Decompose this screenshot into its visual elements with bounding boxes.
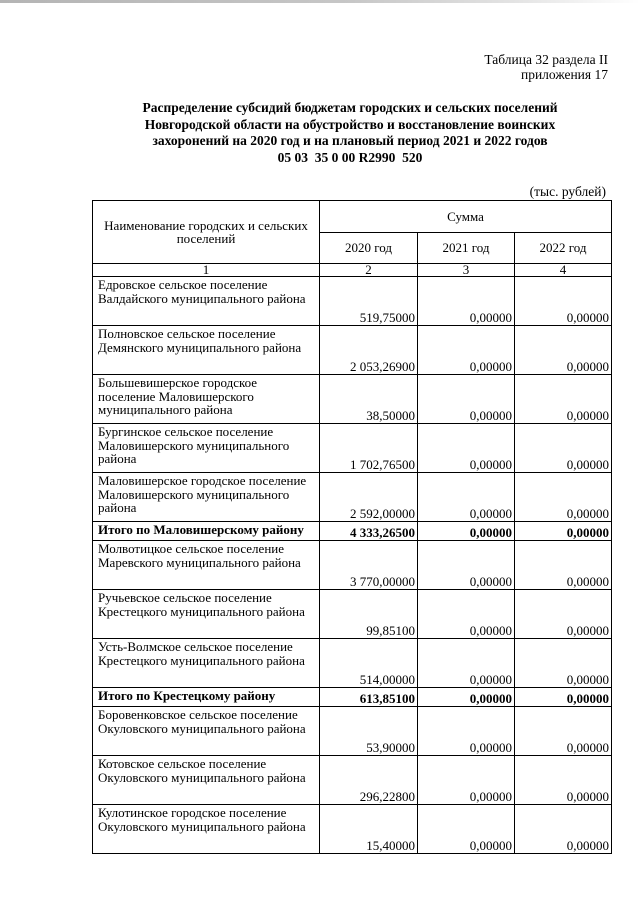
subsidy-table	[92, 200, 612, 854]
settlement-name-cell: Бургинское сельское поселение Маловишерского муниципального района	[93, 424, 320, 473]
amount-2022-cell: 0,00000	[515, 424, 612, 473]
table-row	[93, 277, 612, 326]
table-row	[93, 639, 612, 688]
amount-2021-cell: 0,00000	[418, 541, 515, 590]
column-number-4: 4	[515, 264, 612, 277]
amount-2020-cell: 2 592,00000	[320, 473, 418, 522]
amount-2022-cell: 0,00000	[515, 688, 612, 707]
settlement-name-cell: Усть-Волмское сельское поселение Крестецкого муниципального района	[93, 639, 320, 688]
column-header-2020: 2020 год	[320, 232, 418, 264]
table-row	[93, 756, 612, 805]
amount-2020-cell: 53,90000	[320, 707, 418, 756]
amount-2020-cell: 519,75000	[320, 277, 418, 326]
column-number-3: 3	[418, 264, 515, 277]
amount-2020-cell: 613,85100	[320, 688, 418, 707]
column-header-sum: Сумма	[320, 201, 612, 233]
amount-2021-cell: 0,00000	[418, 375, 515, 424]
table-row	[93, 424, 612, 473]
table-total-row	[93, 522, 612, 541]
table-header	[93, 201, 612, 277]
title-line-2: Новгородской области на обустройство и восстановление воинских	[144, 116, 556, 132]
table-row	[93, 326, 612, 375]
settlement-name-cell: Котовское сельское поселение Окуловского муниципального района	[93, 756, 320, 805]
settlement-name-cell: Кулотинское городское поселение Окуловского муниципального района	[93, 805, 320, 854]
settlement-name-cell: Большевишерское городское поселение Маловишерского муниципального района	[93, 375, 320, 424]
table-row	[93, 473, 612, 522]
amount-2020-cell: 2 053,26900	[320, 326, 418, 375]
column-header-name: Наименование городских и сельских поселений	[93, 201, 320, 264]
settlement-name-cell: Молвотицкое сельское поселение Маревского муниципального района	[93, 541, 320, 590]
settlement-name-cell: Итого по Крестецкому району	[93, 688, 320, 707]
amount-2022-cell: 0,00000	[515, 639, 612, 688]
amount-2021-cell: 0,00000	[418, 639, 515, 688]
title-line-1: Распределение субсидий бюджетам городских и сельских поселений	[142, 100, 558, 115]
table-total-row	[93, 688, 612, 707]
amount-2020-cell: 514,00000	[320, 639, 418, 688]
amount-2022-cell: 0,00000	[515, 326, 612, 375]
document-title	[92, 100, 608, 166]
amount-2022-cell: 0,00000	[515, 707, 612, 756]
column-header-2021: 2021 год	[418, 232, 515, 264]
settlement-name-cell: Едровское сельское поселение Валдайского муниципального района	[93, 277, 320, 326]
amount-2020-cell: 1 702,76500	[320, 424, 418, 473]
amount-2020-cell: 296,22800	[320, 756, 418, 805]
scan-edge-line	[0, 0, 640, 3]
amount-2021-cell: 0,00000	[418, 424, 515, 473]
settlement-name-cell: Итого по Маловишерскому району	[93, 522, 320, 541]
table-row	[93, 541, 612, 590]
settlement-name-cell: Ручьевское сельское поселение Крестецкого муниципального района	[93, 590, 320, 639]
amount-2020-cell: 15,40000	[320, 805, 418, 854]
column-header-2022: 2022 год	[515, 232, 612, 264]
amount-2021-cell: 0,00000	[418, 590, 515, 639]
column-number-1: 1	[93, 264, 320, 277]
settlement-name-cell: Маловишерское городское поселение Маловишерского муниципального района	[93, 473, 320, 522]
settlement-name-cell: Полновское сельское поселение Демянского муниципального района	[93, 326, 320, 375]
amount-2022-cell: 0,00000	[515, 375, 612, 424]
caption-line-2: приложения 17	[520, 67, 608, 82]
amount-2022-cell: 0,00000	[515, 473, 612, 522]
table-row	[93, 590, 612, 639]
table-row	[93, 805, 612, 854]
table-row	[93, 375, 612, 424]
amount-2021-cell: 0,00000	[418, 326, 515, 375]
column-number-2: 2	[320, 264, 418, 277]
amount-2022-cell: 0,00000	[515, 805, 612, 854]
title-budget-code: 05 03 35 0 00 R2990 520	[277, 149, 423, 165]
amount-2020-cell: 99,85100	[320, 590, 418, 639]
amount-2022-cell: 0,00000	[515, 590, 612, 639]
amount-2021-cell: 0,00000	[418, 756, 515, 805]
title-line-3: захоронений на 2020 год и на плановый период 2021 и 2022 годов	[152, 133, 548, 148]
table-row	[93, 707, 612, 756]
table-caption	[484, 52, 608, 82]
amount-2021-cell: 0,00000	[418, 473, 515, 522]
amount-2022-cell: 0,00000	[515, 756, 612, 805]
amount-2021-cell: 0,00000	[418, 805, 515, 854]
amount-2022-cell: 0,00000	[515, 277, 612, 326]
table-body	[93, 277, 612, 854]
amount-2020-cell: 3 770,00000	[320, 541, 418, 590]
amount-2021-cell: 0,00000	[418, 707, 515, 756]
amount-2020-cell: 38,50000	[320, 375, 418, 424]
amount-2022-cell: 0,00000	[515, 541, 612, 590]
units-label: (тыс. рублей)	[529, 184, 606, 199]
caption-line-1: Таблица 32 раздела II	[484, 52, 608, 67]
amount-2021-cell: 0,00000	[418, 688, 515, 707]
amount-2020-cell: 4 333,26500	[320, 522, 418, 541]
settlement-name-cell: Боровенковское сельское поселение Окуловского муниципального района	[93, 707, 320, 756]
amount-2021-cell: 0,00000	[418, 277, 515, 326]
amount-2022-cell: 0,00000	[515, 522, 612, 541]
amount-2021-cell: 0,00000	[418, 522, 515, 541]
